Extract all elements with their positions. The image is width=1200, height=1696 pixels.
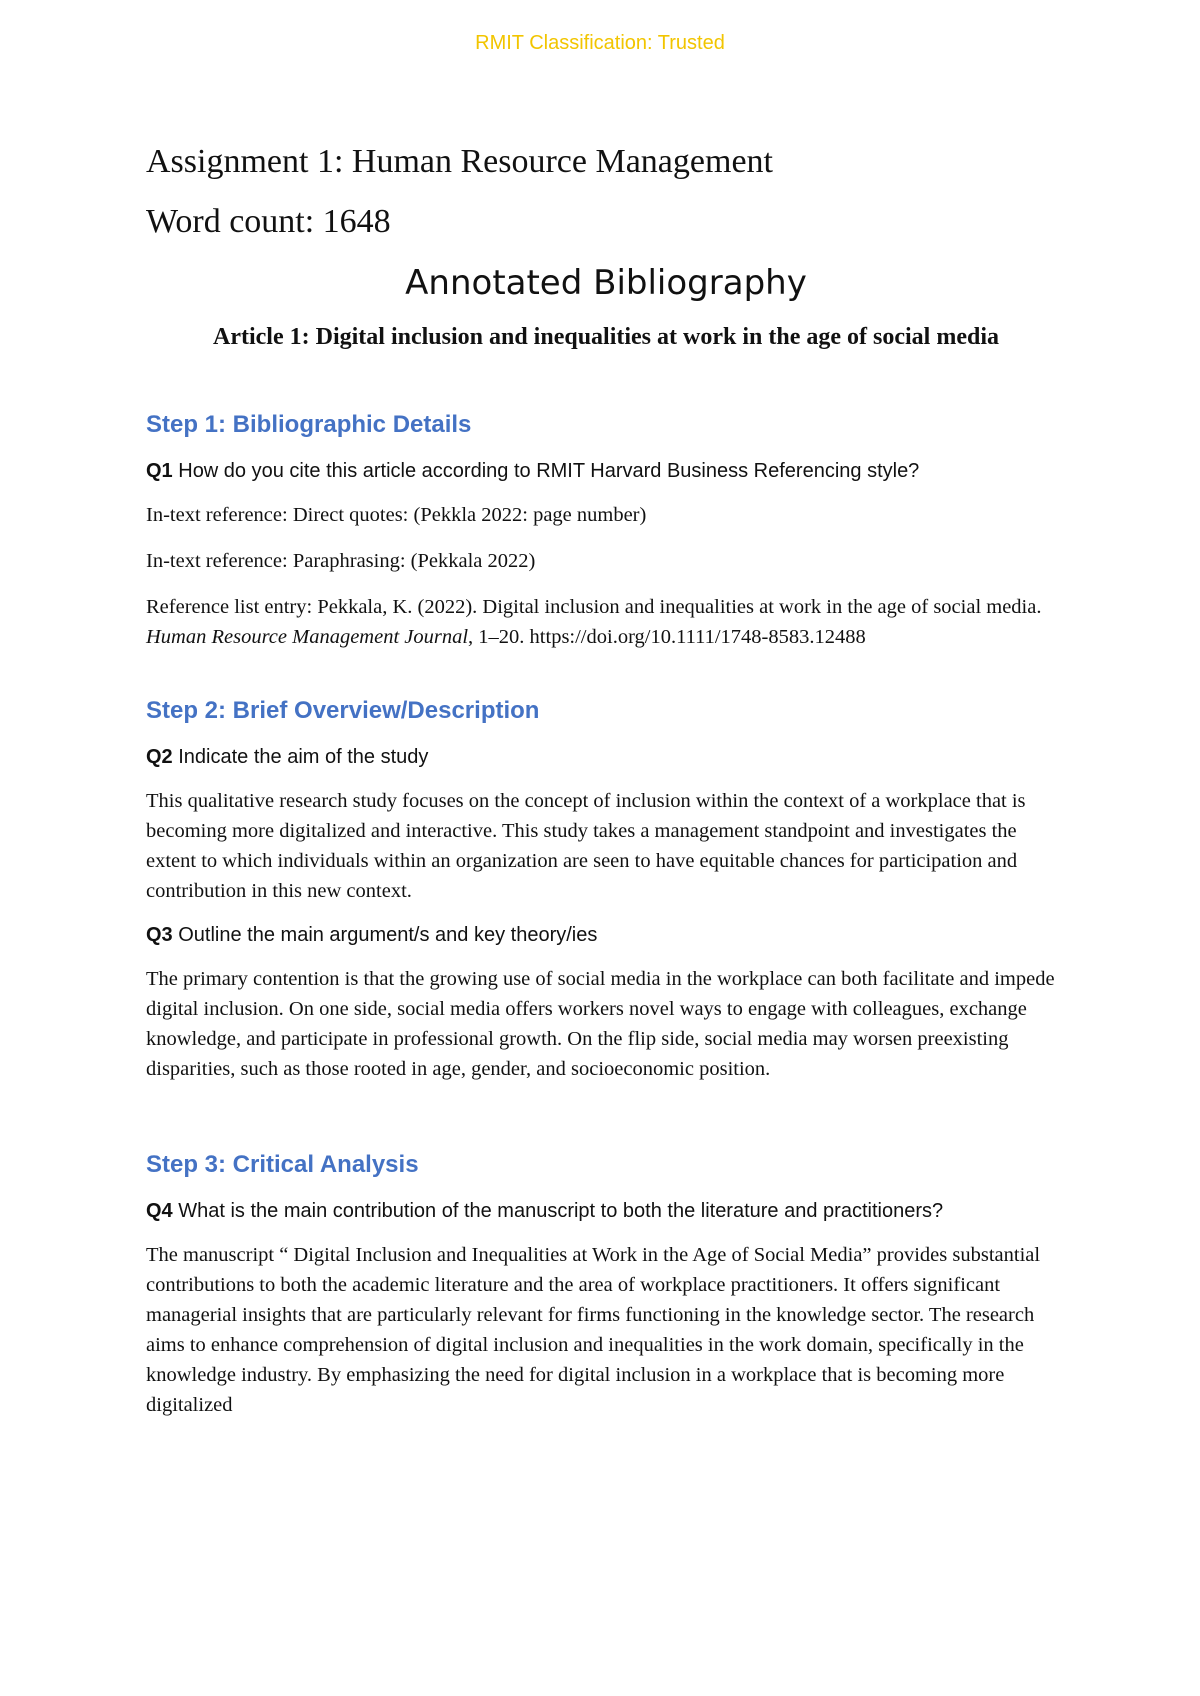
reference-list-entry xyxy=(146,592,1066,652)
q3-question xyxy=(146,922,1066,948)
q2-text: Indicate the aim of the study xyxy=(172,746,429,768)
q2-answer: This qualitative research study focuses on the concept of inclusion within the context of a workplace that is becoming more digitalized and interactive. This study takes a management standpoint and investigates the extent to which individuals within an organization are seen to have equitable chances for participation and contribution in this new context. xyxy=(146,790,1026,902)
step1-heading: Step 1: Bibliographic Details xyxy=(146,411,472,438)
q1-question xyxy=(146,458,1066,484)
classification-header: RMIT Classification: Trusted xyxy=(475,32,725,54)
assignment-title: Assignment 1: Human Resource Management xyxy=(146,143,773,180)
document-body xyxy=(146,142,1066,1436)
q1-number: Q1 xyxy=(146,460,173,482)
q4-question xyxy=(146,1198,1066,1224)
q4-number: Q4 xyxy=(146,1200,173,1222)
q3-answer: The primary contention is that the growing use of social media in the workplace can both facilitate and impede digital inclusion. On one side, social media offers workers novel ways to engage with colleagues, exchange knowledge, and participate in professional growth. On the flip side, social media may worsen preexisting disparities, such as those rooted in age, gender, and socioeconomic position. xyxy=(146,968,1055,1080)
q3-text: Outline the main argument/s and key theory/ies xyxy=(172,924,598,946)
q3-number: Q3 xyxy=(146,924,173,946)
q1-text: How do you cite this article according to RMIT Harvard Business Referencing style? xyxy=(172,460,920,482)
direct-quotes-reference: In-text reference: Direct quotes: (Pekkla 2022: page number) xyxy=(146,504,647,526)
word-count: Word count: 1648 xyxy=(146,203,391,240)
q2-number: Q2 xyxy=(146,746,173,768)
step2-section xyxy=(146,696,1066,1084)
step1-section xyxy=(146,410,1066,652)
step3-heading: Step 3: Critical Analysis xyxy=(146,1151,419,1178)
main-heading: Annotated Bibliography xyxy=(405,263,807,303)
article-title: Article 1: Digital inclusion and inequalities at work in the age of social media xyxy=(213,324,999,350)
q2-question xyxy=(146,744,1066,770)
q4-text: What is the main contribution of the manuscript to both the literature and practitioners? xyxy=(172,1200,944,1222)
q4-answer: The manuscript “ Digital Inclusion and Inequalities at Work in the Age of Social Media” provides substantial contributions to both the academic literature and the area of workplace practitioners. It offers significant managerial insights that are particularly relevant for firms functioning in the knowledge sector. The research aims to enhance comprehension of digital inclusion and inequalities in the work domain, specifically in the knowledge industry. By emphasizing the need for digital inclusion in a workplace that is becoming more digitalized xyxy=(146,1244,1041,1416)
ref-journal: Human Resource Management Journal xyxy=(146,626,469,648)
ref-suffix: , 1–20. https://doi.org/10.1111/1748-8583.12488 xyxy=(468,626,866,648)
ref-prefix: Reference list entry: Pekkala, K. (2022). Digital inclusion and inequalities at work in the age of social media. xyxy=(146,596,1042,618)
step3-section xyxy=(146,1150,1066,1420)
step2-heading: Step 2: Brief Overview/Description xyxy=(146,697,540,724)
paraphrasing-reference: In-text reference: Paraphrasing: (Pekkala 2022) xyxy=(146,550,536,572)
